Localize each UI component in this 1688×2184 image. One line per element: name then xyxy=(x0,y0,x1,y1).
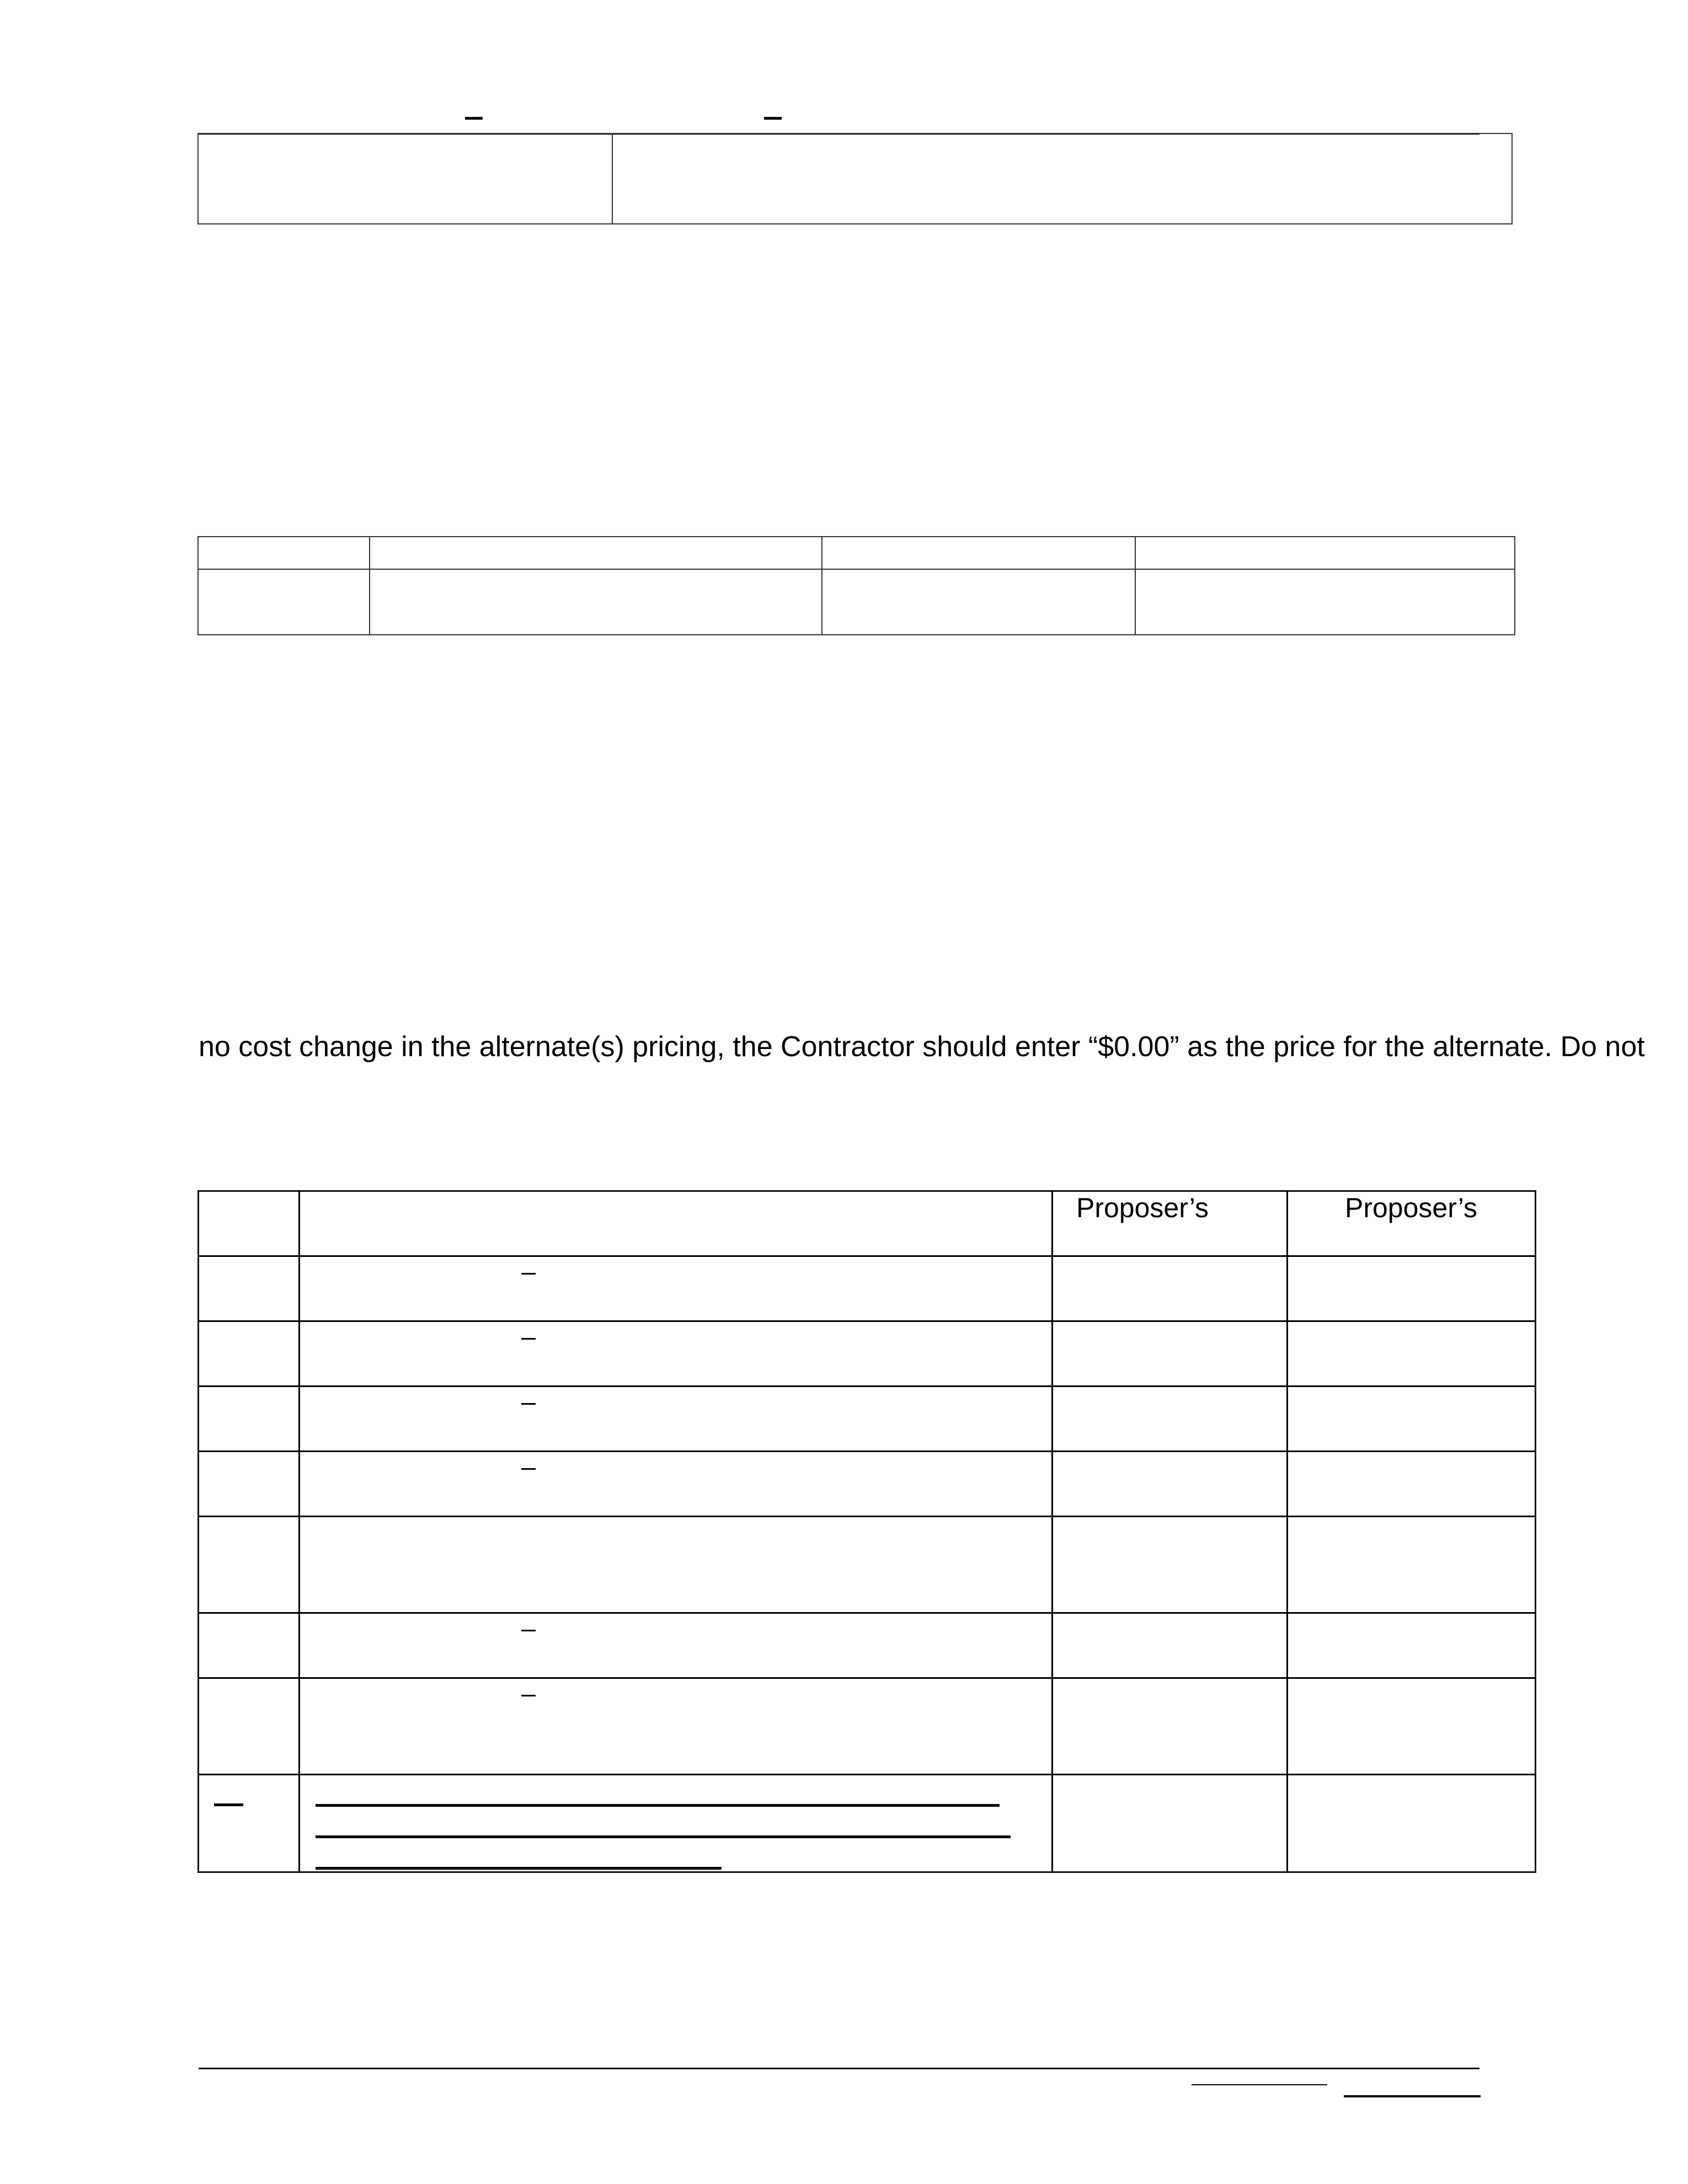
last-row-number-underline xyxy=(214,1803,243,1806)
alternates-row-divider-3 xyxy=(197,1385,1536,1387)
footer-signature-line-1 xyxy=(1192,2084,1327,2085)
alternates-row-divider-6 xyxy=(197,1612,1536,1614)
row-6-dash xyxy=(521,1630,536,1631)
last-row-underline-2 xyxy=(316,1835,1011,1838)
top-header-dash-1 xyxy=(465,117,483,120)
alternates-row-divider-7 xyxy=(197,1677,1536,1679)
top-info-table xyxy=(197,133,1513,224)
footer-signature-line-2 xyxy=(1344,2095,1481,2097)
alternates-col-divider-3 xyxy=(1286,1190,1288,1873)
info-table-2 xyxy=(197,536,1515,635)
footer-rule xyxy=(199,2068,1479,2069)
row-2-dash xyxy=(521,1338,536,1340)
alternates-col-divider-2 xyxy=(1051,1190,1053,1873)
row-7-dash xyxy=(521,1695,536,1696)
alternates-row-divider-4 xyxy=(197,1450,1536,1452)
alternates-row-divider-5 xyxy=(197,1516,1536,1517)
row-1-dash xyxy=(521,1273,536,1275)
info-table-2-col-divider-1 xyxy=(369,536,370,635)
alternates-col-divider-1 xyxy=(298,1190,300,1873)
alternate-pricing-instruction: no cost change in the alternate(s) pricing, the Contractor should enter “$0.00” as the price for the alternate. Do not xyxy=(199,1031,1645,1063)
top-header-dash-2 xyxy=(764,117,782,120)
alternates-table xyxy=(197,1190,1536,1873)
alternates-header-col-4: Proposer’s xyxy=(1345,1192,1477,1223)
info-table-2-col-divider-2 xyxy=(821,536,822,635)
info-table-2-col-divider-3 xyxy=(1135,536,1136,635)
row-3-dash xyxy=(521,1403,536,1405)
last-row-underline-1 xyxy=(316,1804,1000,1807)
top-info-table-divider xyxy=(612,133,613,224)
alternates-row-divider-8 xyxy=(197,1774,1536,1775)
alternates-header-col-3: Proposer’s xyxy=(1076,1192,1209,1223)
alternates-row-divider-2 xyxy=(197,1320,1536,1322)
row-4-dash xyxy=(521,1468,536,1470)
info-table-2-row-divider xyxy=(197,569,1515,570)
last-row-underline-3 xyxy=(316,1867,722,1870)
alternates-row-divider-1 xyxy=(197,1255,1536,1257)
